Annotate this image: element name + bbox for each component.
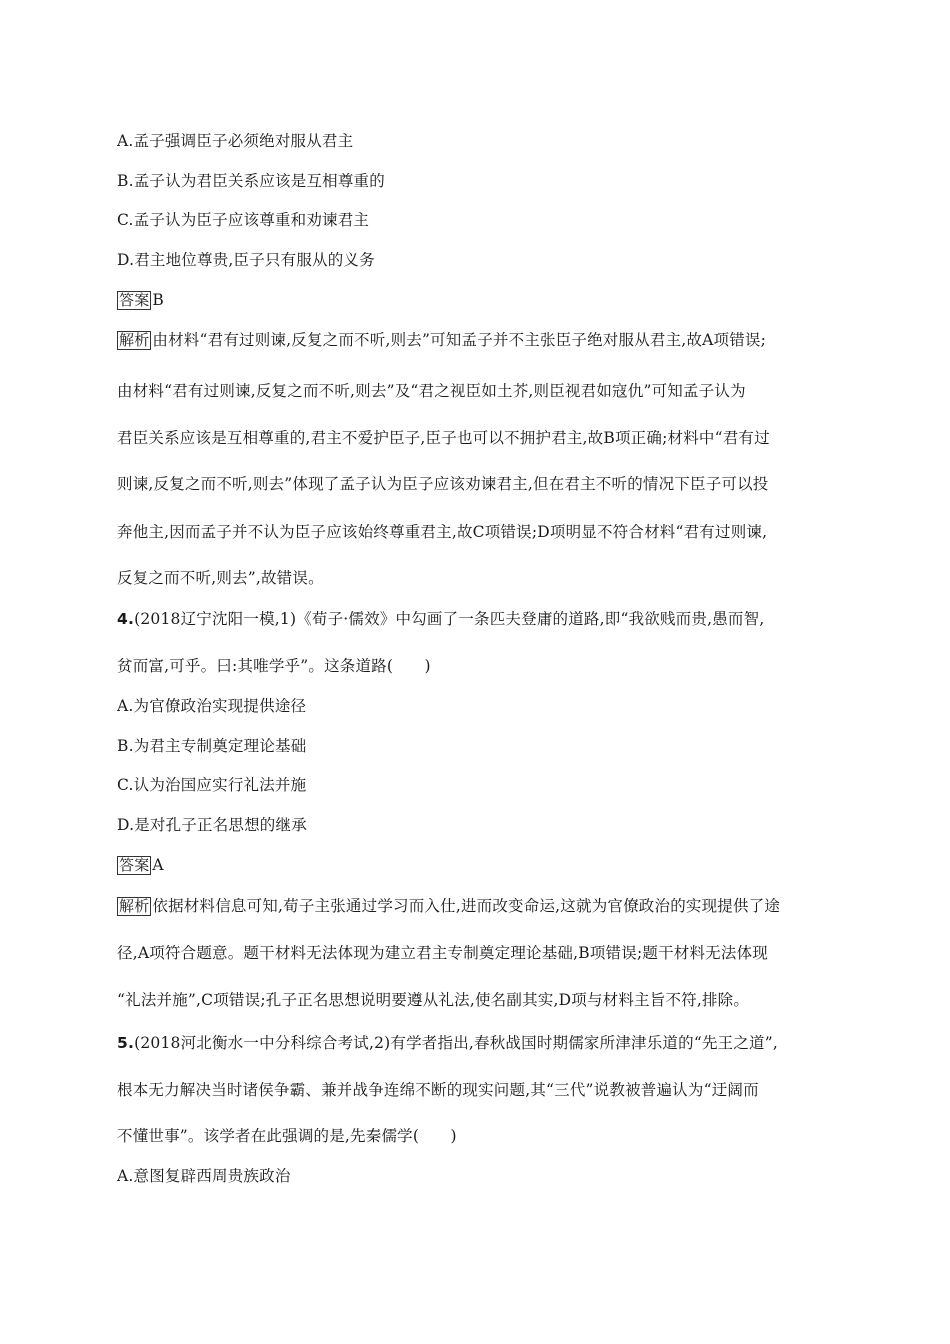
q5-option-a: A.意图复辟西周贵族政治	[117, 1167, 291, 1185]
q3-analysis-text-1: 由材料“君有过则谏,反复之而不听,则去”可知孟子并不主张臣子绝对服从君主,故A项错误;	[152, 331, 767, 349]
analysis-tag: 解析	[119, 897, 150, 915]
q4-option-c: C.认为治国应实行礼法并施	[117, 776, 307, 794]
q4-stem-line-1	[117, 609, 837, 629]
q4-analysis-text-1: 依据材料信息可知,荀子主张通过学习而入仕,进而改变命运,这就为官僚政治的实现提供了途	[152, 897, 781, 915]
q3-option-a: A.孟子强调臣子必须绝对服从君主	[117, 132, 354, 150]
q3-analysis-line-6: 反复之而不听,则去”,故错误。	[117, 569, 324, 587]
answer-tag: 答案	[119, 291, 150, 309]
q4-answer-value: A	[152, 856, 164, 874]
q4-stem-text-1: (2018辽宁沈阳一模,1)《荀子·儒效》中勾画了一条匹夫登庸的道路,即“我欲贱而贵,愚而智,	[134, 610, 765, 628]
q3-option-d: D.君主地位尊贵,臣子只有服从的义务	[117, 251, 375, 269]
q5-stem-text-1: (2018河北衡水一中分科综合考试,2)有学者指出,春秋战国时期儒家所津津乐道的“先王之道”,	[134, 1034, 779, 1052]
analysis-tag: 解析	[119, 331, 150, 349]
q5-number: 5.	[117, 1034, 135, 1052]
q3-analysis-line-1	[117, 330, 837, 350]
q5-stem-line-2: 根本无力解决当时诸侯争霸、兼并战争连绵不断的现实问题,其“三代”说教被普遍认为“迂阔而	[117, 1081, 759, 1099]
q4-analysis-line-3: “礼法并施”,C项错误;孔子正名思想说明要遵从礼法,使名副其实,D项与材料主旨不符,排除。	[117, 991, 750, 1009]
q4-option-a: A.为官僚政治实现提供途径	[117, 697, 307, 715]
q4-analysis-line-1	[117, 896, 837, 916]
q4-analysis-line-2: 径,A项符合题意。题干材料无法体现为建立君主专制奠定理论基础,B项错误;题干材料无法体现	[117, 944, 768, 962]
q4-option-d: D.是对孔子正名思想的继承	[117, 816, 307, 834]
q3-analysis-line-4: 则谏,反复之而不听,则去”体现了孟子认为臣子应该劝谏君主,但在君主不听的情况下臣子可以投	[117, 475, 769, 493]
q3-answer-line	[117, 290, 837, 310]
q4-option-b: B.为君主专制奠定理论基础	[117, 737, 307, 755]
q4-number: 4.	[117, 610, 135, 628]
q3-option-c: C.孟子认为臣子应该尊重和劝谏君主	[117, 211, 370, 229]
q3-analysis-line-2: 由材料“君有过则谏,反复之而不听,则去”及“君之视臣如土芥,则臣视君如寇仇”可知孟子认为	[117, 382, 746, 400]
q4-stem-line-2: 贫而富,可乎。曰:其唯学乎”。这条道路( )	[117, 657, 431, 675]
q5-stem-line-3: 不懂世事”。该学者在此强调的是,先秦儒学( )	[117, 1127, 457, 1145]
q3-analysis-line-3: 君臣关系应该是互相尊重的,君主不爱护臣子,臣子也可以不拥护君主,故B项正确;材料中“君有过	[117, 429, 770, 447]
q3-option-b: B.孟子认为君臣关系应该是互相尊重的	[117, 172, 385, 190]
q3-answer-value: B	[152, 291, 164, 309]
q4-answer-line	[117, 855, 837, 875]
answer-tag: 答案	[119, 856, 150, 874]
q5-stem-line-1	[117, 1033, 837, 1053]
q3-analysis-line-5: 奔他主,因而孟子并不认为臣子应该始终尊重君主,故C项错误;D项明显不符合材料“君有过则谏,	[117, 523, 768, 541]
